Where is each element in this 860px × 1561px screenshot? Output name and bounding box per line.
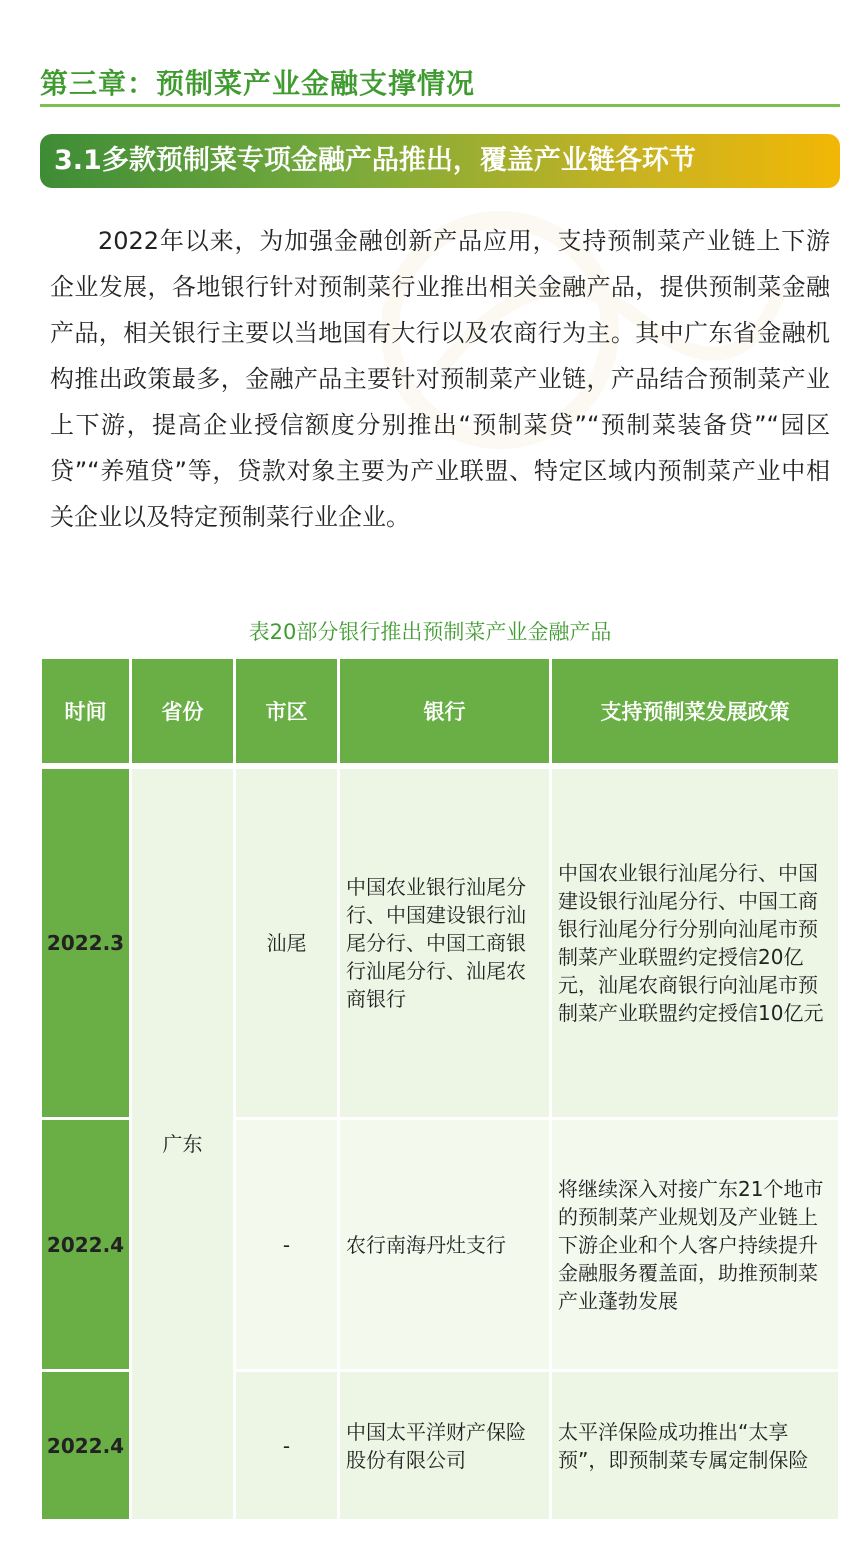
row-bank: 中国农业银行汕尾分行、中国建设银行汕尾分行、中国工商银行汕尾分行、汕尾农商银行	[340, 769, 549, 1117]
row-bank: 中国太平洋财产保险股份有限公司	[340, 1372, 549, 1519]
row-policy: 中国农业银行汕尾分行、中国建设银行汕尾分行、中国工商银行汕尾分行分别向汕尾市预制菜产业联盟约定授信20亿元，汕尾农商银行向汕尾市预制菜产业联盟约定授信10亿元	[552, 769, 838, 1117]
header-city: 市区	[236, 659, 337, 763]
chapter-title: 第三章：预制菜产业金融支撑情况	[40, 67, 476, 100]
row-province: 广东	[132, 769, 233, 1519]
row-time: 2022.3	[42, 769, 129, 1117]
row-policy: 太平洋保险成功推出“太享预”，即预制菜专属定制保险	[552, 1372, 838, 1519]
header-province: 省份	[132, 659, 233, 763]
table-header-row	[42, 659, 838, 763]
paragraph-text: 2022年以来，为加强金融创新产品应用，支持预制菜产业链上下游企业发展，各地银行针对预制菜行业推出相关金融产品，提供预制菜金融产品，相关银行主要以当地国有大行以及农商行为主。其中广东省金融机构推出政策最多，金融产品主要针对预制菜产业链，产品结合预制菜产业上下游，提高企业授信额度分别推出“预制菜贷”“预制菜装备贷”“园区贷”“养殖贷”等，贷款对象主要为产业联盟、特定区域内预制菜产业中相关企业以及特定预制菜行业企业。	[50, 227, 830, 531]
row-city: -	[236, 1372, 337, 1519]
body-paragraph	[50, 218, 830, 540]
section-banner	[40, 134, 840, 188]
table-row	[42, 769, 838, 1117]
header-policy: 支持预制菜发展政策	[552, 659, 838, 763]
row-city: 汕尾	[236, 769, 337, 1117]
table-caption: 表20部分银行推出预制菜产业金融产品	[248, 620, 612, 644]
chapter-divider	[40, 104, 840, 107]
header-bank: 银行	[340, 659, 549, 763]
row-time: 2022.4	[42, 1120, 129, 1369]
row-city: -	[236, 1120, 337, 1369]
header-time: 时间	[42, 659, 129, 763]
row-time: 2022.4	[42, 1372, 129, 1519]
row-policy: 将继续深入对接广东21个地市的预制菜产业规划及产业链上下游企业和个人客户持续提升金融服务覆盖面，助推预制菜产业蓬勃发展	[552, 1120, 838, 1369]
section-title: 3.1多款预制菜专项金融产品推出，覆盖产业链各环节	[54, 145, 696, 176]
row-bank: 农行南海丹灶支行	[340, 1120, 549, 1369]
finance-products-table	[39, 656, 841, 1522]
